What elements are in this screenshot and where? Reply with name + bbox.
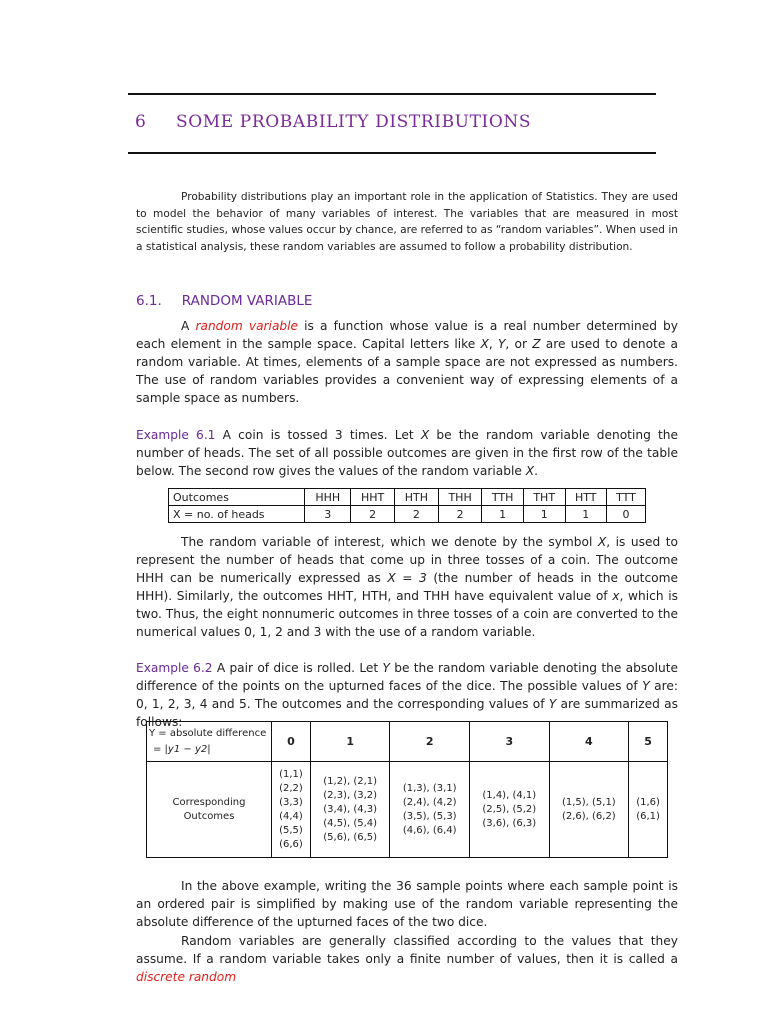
section-heading	[136, 293, 312, 309]
text: , or	[505, 337, 533, 351]
text: A	[181, 319, 196, 333]
text: are: 0, 1, 2, 3, 4 and 5. The outcomes and the corresponding values of	[136, 679, 678, 711]
chapter-title: SOME PROBABILITY DISTRIBUTIONS	[176, 112, 532, 132]
section-title: RANDOM VARIABLE	[181, 293, 313, 309]
outcomes-cell	[390, 762, 470, 858]
row-label: Outcomes	[169, 489, 305, 506]
table-cell: 2	[394, 506, 438, 523]
table-header: 4	[549, 722, 629, 762]
symbol: X	[420, 428, 430, 442]
table-cell: HHT	[351, 489, 395, 506]
text: ,	[488, 337, 498, 351]
text: be the random variable denoting the absolute difference of the points on the upturned faces of the dice. The possible values of	[136, 661, 678, 693]
symbol: X	[480, 337, 489, 351]
symbol: X	[525, 464, 535, 478]
outcomes-cell	[629, 762, 668, 858]
outcomes-cell	[549, 762, 629, 858]
outcome: (3,5), (5,3)	[402, 810, 457, 822]
table-cell: 1	[482, 506, 523, 523]
coin-outcomes-table	[168, 488, 646, 523]
dice-outcomes-table	[146, 721, 668, 858]
outcome: (5,6), (6,5)	[323, 831, 378, 843]
top-rule	[128, 93, 656, 95]
outcome: (1,4), (4,1)	[482, 789, 537, 801]
table-cell: THH	[438, 489, 482, 506]
table-header: 5	[629, 722, 668, 762]
example-6-1-paragraph	[136, 426, 678, 480]
outcomes-cell	[310, 762, 390, 858]
summary-paragraph: In the above example, writing the 36 sample points where each sample point is an ordered pair is simplified by making use of the random variable representing the absolute difference of the upturned faces of the two dice.	[136, 879, 678, 929]
explanation-paragraph	[136, 533, 678, 641]
outcome: (4,4)	[279, 810, 303, 822]
table-cell: TTH	[482, 489, 523, 506]
text: , which is two. Thus, the eight nonnumeric outcomes in three tosses of a coin are converted to the numerical values 0, 1, 2 and 3 with the use of a random variable.	[136, 589, 678, 639]
symbol: Y	[497, 337, 506, 351]
text: are summarized as follows:	[136, 697, 678, 729]
text: A coin is tossed 3 times. Let	[215, 428, 421, 442]
header-label: Y = absolute difference	[149, 727, 267, 739]
table-row	[169, 506, 646, 523]
table-cell: HTT	[565, 489, 606, 506]
outcome: (1,2), (2,1)	[323, 775, 378, 787]
table-header: 3	[469, 722, 549, 762]
math-expression: X = 3	[387, 571, 427, 585]
outcome: (1,1)	[279, 768, 303, 780]
outcome: (1,3), (3,1)	[402, 782, 457, 794]
example-label: Example 6.2	[136, 661, 213, 675]
table-row	[147, 762, 668, 858]
table-cell: HTH	[394, 489, 438, 506]
table-cell: 0	[606, 506, 645, 523]
definition-paragraph	[136, 317, 678, 407]
table-header: 2	[390, 722, 470, 762]
row-label: Corresponding Outcomes	[147, 762, 272, 858]
outcome: (2,4), (4,2)	[402, 796, 457, 808]
outcome: (6,6)	[279, 838, 303, 850]
table-cell: 1	[523, 506, 565, 523]
text: are used to denote a random variable. At times, elements of a sample space are not expressed as numbers. The use of random variables provides a convenient way of expressing elements of a sample space as numbers.	[136, 337, 679, 405]
outcome: (4,6), (6,4)	[402, 824, 457, 836]
term-random-variable: random variable	[195, 319, 299, 333]
table-cell: 3	[305, 506, 351, 523]
text: A pair of dice is rolled. Let	[212, 661, 383, 675]
header-label-cell	[147, 722, 272, 762]
table-cell: HHH	[305, 489, 351, 506]
classification-paragraph	[136, 932, 678, 986]
intro-paragraph: Probability distributions play an important role in the application of Statistics. They are used to model the behavior of many variables of interest. The variables that are measured in most scientific studies, whose values occur by chance, are referred to as “random variables”. When used in a statistical analysis, these random variables are assumed to follow a probability distribution.	[136, 191, 678, 253]
chapter-number: 6	[135, 112, 146, 132]
outcome: (3,4), (4,3)	[323, 803, 378, 815]
outcome: (3,6), (6,3)	[482, 817, 537, 829]
symbol: Y	[642, 679, 650, 693]
row-label: X = no. of heads	[169, 506, 305, 523]
symbol: X	[597, 535, 607, 549]
term-discrete-random: discrete random	[136, 970, 237, 984]
table-cell: 2	[351, 506, 395, 523]
outcome: (2,5), (5,2)	[482, 803, 537, 815]
example-label: Example 6.1	[136, 428, 216, 442]
outcomes-cell	[469, 762, 549, 858]
table-cell: TTT	[606, 489, 645, 506]
outcome: (6,1)	[636, 810, 660, 822]
text: The random variable of interest, which we denote by the symbol	[181, 535, 598, 549]
symbol: Y	[548, 697, 557, 711]
outcome: (1,6)	[636, 796, 660, 808]
table-cell: THT	[523, 489, 565, 506]
outcome: (3,3)	[279, 796, 303, 808]
outcomes-cell	[272, 762, 311, 858]
table-header: 1	[310, 722, 390, 762]
table-header: 0	[272, 722, 311, 762]
bottom-rule	[128, 152, 656, 154]
symbol: x	[612, 589, 620, 603]
outcome: (5,5)	[279, 824, 303, 836]
text: .	[534, 464, 538, 478]
symbol: Y	[382, 661, 390, 675]
outcome: (2,6), (6,2)	[561, 810, 616, 822]
table-row	[169, 489, 646, 506]
symbol: Z	[532, 337, 541, 351]
text: Random variables are generally classified according to the values that they assume. If a random variable takes only a finite number of values, then it is called a	[136, 934, 678, 966]
outcome: (2,2)	[279, 782, 303, 794]
text: be the random variable denoting the number of heads. The set of all possible outcomes are given in the first row of the table below. The second row gives the values of the random variable	[136, 428, 678, 478]
section-number: 6.1.	[136, 293, 162, 309]
text: , is used to represent the number of heads that come up in three tosses of a coin. The outcome HHH can be numerically expressed as	[136, 535, 678, 585]
outcome: (1,5), (5,1)	[561, 796, 616, 808]
table-cell: 2	[438, 506, 482, 523]
table-row	[147, 722, 668, 762]
text: (the number of heads in the outcome HHH). Similarly, the outcomes HHT, HTH, and THH have equivalent value of	[136, 571, 678, 603]
text: is a function whose value is a real number determined by each element in the sample space. Capital letters like	[136, 319, 678, 351]
header-formula: = |y1 − y2|	[153, 743, 211, 755]
table-cell: 1	[565, 506, 606, 523]
outcome: (2,3), (3,2)	[323, 789, 378, 801]
outcome: (4,5), (5,4)	[323, 817, 378, 829]
